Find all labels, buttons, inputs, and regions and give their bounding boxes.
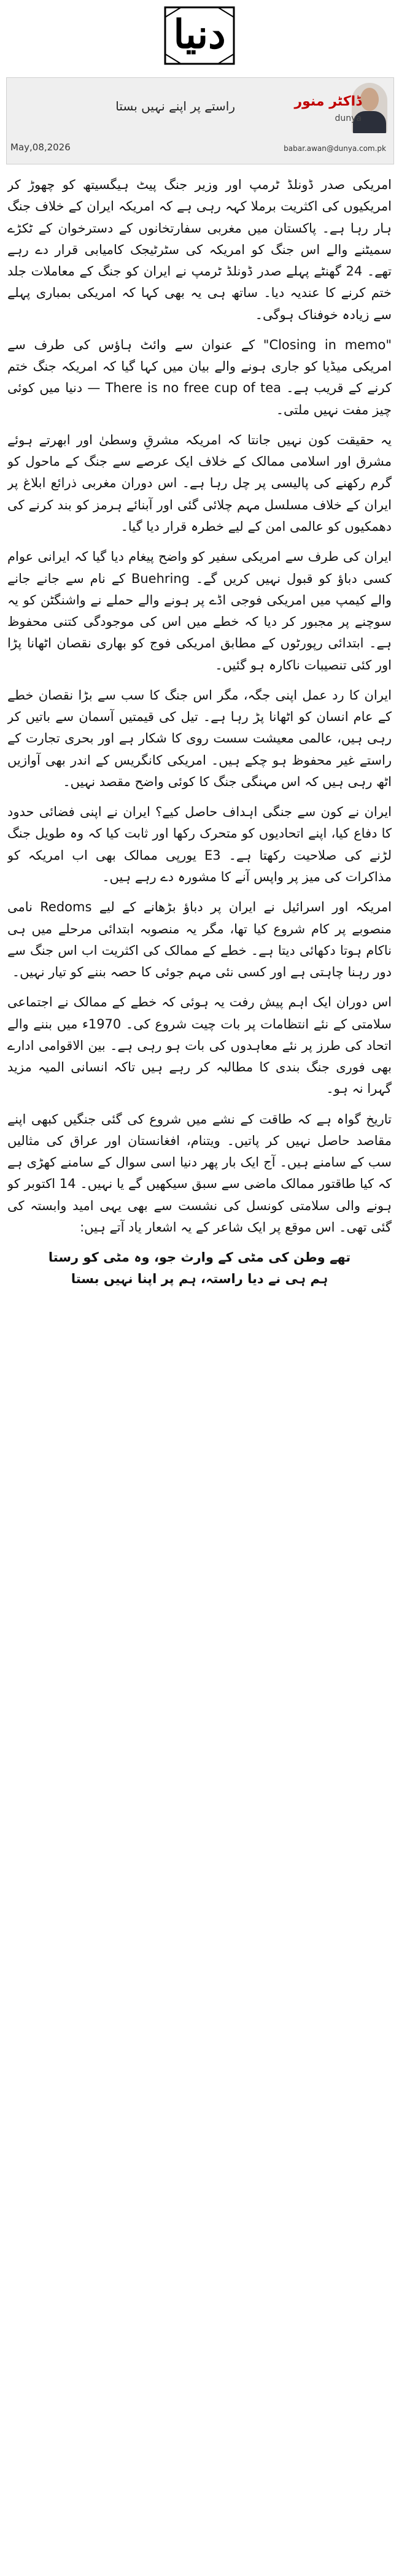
article-body	[7, 174, 392, 2561]
paragraph-6: ایران نے کون سے جنگی اہداف حاصل کیے؟ ایران نے اپنی فضائی حدود کا دفاع کیا، اپنے اتحادیوں کو متحرک رکھا اور ثابت کیا کہ وہ طویل جنگ لڑنے کی صلاحیت رکھتا ہے۔ E3 یورپی ممالک بھی اب امریکہ کو مذاکرات کی میز پر واپس آنے کا مشورہ دے رہے ہیں۔	[7, 804, 392, 884]
dunya-logo	[163, 5, 236, 66]
closing-poem	[7, 1247, 392, 1290]
poem-line-1: تھے وطن کی مٹی کے وارث جو، وہ مٹی کو رستا	[48, 1250, 351, 1265]
paragraph-1: امریکی صدر ڈونلڈ ٹرمپ اور وزیر جنگ پیٹ ہیگسیتھ کو چھوڑ کر امریکیوں کی اکثریت برملا کہہ رہی ہے کہ امریکہ ایران کے خلاف جنگ ہار رہا ہے۔ پاکستان میں مغربی سفارتخانوں کے دسترخوان کے ٹکڑے سمیٹنے والے اس جنگ کو امریکہ کی سٹرٹیجک کامیابی قرار دے رہے تھے۔ 24 گھنٹے پہلے صدر ڈونلڈ ٹرمپ نے ایران کو جنگ کے معاملات جلد ختم کرنے کا عندیہ دیا۔ ساتھ ہی یہ بھی کہا کہ امریکی بمباری پہلے سے زیادہ خوفناک ہوگی۔	[7, 177, 392, 322]
author-email[interactable]: babar.awan@dunya.com.pk	[284, 144, 386, 153]
publish-date: May,08,2026	[10, 142, 71, 153]
poem-line-2: ہم ہی نے دیا راستہ، ہم پر اپنا نہیں بستا	[71, 1271, 328, 1287]
paragraph-4: ایران کی طرف سے امریکی سفیر کو واضح پیغام دیا گیا کہ ایرانی عوام کسی دباؤ کو قبول نہیں کریں گے۔ Buehring کے نام سے جانے جانے والے کیمپ میں امریکی فوجی اڈے پر ہونے والے حملے نے واشنگٹن کو یہ سوچنے پر مجبور کر دیا کہ خطے میں اس کی موجودگی کتنی محفوظ ہے۔ ابتدائی رپورٹوں کے مطابق امریکی فوج کو بھاری نقصان اٹھانا پڑا اور کئی تنصیبات ناکارہ ہو گئیں۔	[7, 549, 392, 673]
column-title: راستے پر اپنے نہیں بستا	[115, 99, 235, 114]
paragraph-3: یہ حقیقت کون نہیں جانتا کہ امریکہ مشرقِ وسطیٰ اور ابھرتے ہوئے مشرق اور اسلامی ممالک کے خلاف ایک عرصے سے جنگ کے ماحول کو گرم رکھنے کی پالیسی پر چل رہا ہے۔ اس دوران مغربی ذرائع ابلاغ پر ایران کے خلاف مسلسل مہم چلائی گئی اور آبنائے ہرمز کو بند کرنے کی دھمکیوں کو عالمی امن کے لیے خطرہ قرار دیا گیا۔	[7, 432, 392, 534]
paragraph-5: ایران کا رد عمل اپنی جگہ، مگر اس جنگ کا سب سے بڑا نقصان خطے کے عام انسان کو اٹھانا پڑ رہا ہے۔ تیل کی قیمتیں آسمان سے باتیں کر رہی ہیں، عالمی معیشت سست روی کا شکار ہے اور بحری تجارت کے راستے غیر محفوظ ہو چکے ہیں۔ امریکی کانگریس کے اندر بھی آوازیں اٹھ رہی ہیں کہ اس مہنگی جنگ کا کوئی واضح مقصد نہیں۔	[7, 687, 392, 789]
masthead	[0, 0, 399, 72]
paragraph-8: اس دوران ایک اہم پیش رفت یہ ہوئی کہ خطے کے ممالک نے اجتماعی سلامتی کے نئے انتظامات پر بات چیت شروع کی۔ 1970ء میں بننے والے اتحاد کی طرز پر نئے معاہدوں کی بات ہو رہی ہے۔ بین الاقوامی ادارے بھی فوری جنگ بندی کا مطالبہ کر رہے ہیں تاکہ انسانی المیہ مزید گہرا نہ ہو۔	[7, 995, 392, 1097]
logo-text: دنیا	[173, 12, 226, 58]
column-header	[6, 77, 394, 164]
paragraph-9: تاریخ گواہ ہے کہ طاقت کے نشے میں شروع کی گئی جنگیں کبھی اپنے مقاصد حاصل نہیں کر پاتیں۔ ویتنام، افغانستان اور عراق کی مثالیں سب کے سامنے ہیں۔ آج ایک بار پھر دنیا اسی سوال کے سامنے کھڑی ہے کہ کیا طاقتور ممالک ماضی سے سبق سیکھیں گے یا نہیں۔ 14 اکتوبر کو ہونے والی سلامتی کونسل کی نشست سے بھی یہی امید وابستہ کی گئی تھی۔ اس موقع پر ایک شاعر کے یہ اشعار یاد آتے ہیں:	[7, 1111, 392, 1235]
author-name: ڈاکٹر منور	[294, 94, 362, 109]
author-brand: dunya	[335, 114, 362, 123]
paragraph-7: امریکہ اور اسرائیل نے ایران پر دباؤ بڑھانے کے لیے Redoms نامی منصوبے پر کام شروع کیا تھا، مگر یہ منصوبہ ابتدائی مرحلے میں ہی ناکام ہوتا دکھائی دیتا ہے۔ خطے کے ممالک کی اکثریت اب اس جنگ سے دور رہنا چاہتی ہے اور کسی نئی مہم جوئی کا حصہ بننے کو تیار نہیں۔	[7, 900, 392, 980]
paragraph-2: "Closing in memo" کے عنوان سے وائٹ ہاؤس کی طرف سے امریکی میڈیا کو جاری ہونے والے بیان میں کہا گیا کہ امریکہ جنگ ختم کرنے کے قریب ہے۔ There is no free cup of tea — دنیا میں کوئی چیز مفت نہیں ملتی۔	[7, 337, 392, 417]
